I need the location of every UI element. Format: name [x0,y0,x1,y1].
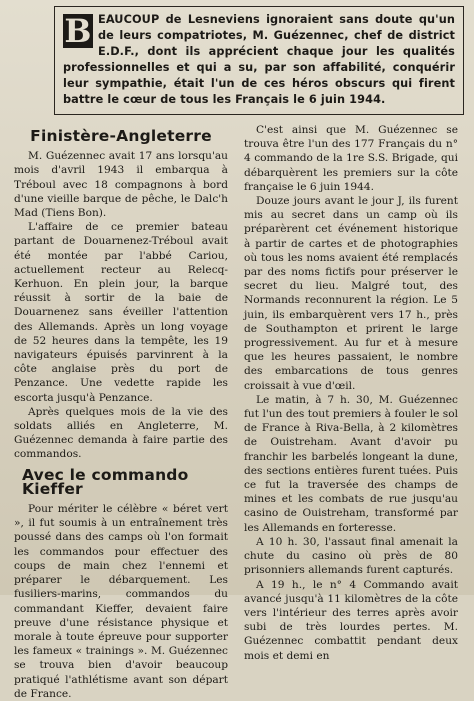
dropcap-letter: B [64,12,92,50]
paragraph: A 19 h., le n° 4 Commando avait avancé jusqu'à 11 kilomètres de la côte vers l'intérieur des terres après avoir subi de très lourdes pertes. M. Guézennec combattit pendant deux mois et demi en [244,578,458,662]
paragraph: L'affaire de ce premier bateau partant de Douarnenez-Tréboul avait été montée par l'abbé Cariou, actuellement recteur au Relecq-Kerhuon. En plein jour, la barque réussit à sortir de la baie de Douarnenez sans éveiller l'attention des Allemands. Après un long voyage de 52 heures dans la tempête, les 19 navigateurs épuisés parvinrent à la côte anglaise près du port de Penzance. Une vedette rapide les escorta jusqu'à Penzance. [14,221,228,404]
paragraph: A 10 h. 30, l'assaut final amenait la chute du casino où près de 80 prisonniers allemands furent capturés. [244,535,458,577]
article-columns [14,123,466,701]
left-column [14,123,228,701]
right-column [244,123,458,701]
heading-commando-kieffer: Avec le commando Kieffer [22,465,189,498]
paragraph: Pour mériter le célèbre « béret vert », il fut soumis à un entraînement très poussé dans des camps où l'on formait les commandos pour effectuer des coups de main chez l'ennemi et préparer le débarquement. Les fusiliers-marins, commandos du commandant Kieffer, devaient faire preuve d'une résistance physique et morale à toute épreuve pour supporter les fameux « trainings ». M. Guézennec se trouva bien d'avoir beaucoup pratiqué l'athlétisme avant son départ de France. [14,503,228,700]
paragraph: Après quelques mois de la vie des soldats alliés en Angleterre, M. Guézennec demanda à faire partie des commandos. [14,405,228,461]
heading-finistere-angleterre: Finistère-Angleterre [30,127,212,145]
paragraph: C'est ainsi que M. Guézennec se trouva être l'un des 177 Français du n° 4 commando de la 1re S.S. Brigade, qui débarquèrent les premiers sur la côte française le 6 juin 1944. [244,124,458,193]
paragraph: M. Guézennec avait 17 ans lorsqu'au mois d'avril 1943 il embarqua à Tréboul avec 18 compagnons à bord d'une vieille barque de pêche, le Dalc'h Mad (Tiens Bon). [14,150,228,220]
paragraph: Douze jours avant le jour J, ils furent mis au secret dans un camp où ils préparèrent cet événement historique à partir de cartes et de photographies où tous les noms avaient été remplacés par des noms fictifs pour préserver le secret du lieu. Malgré tout, des Normands reconnurent la région. Le 5 juin, ils embarquèrent vers 17 h., près de Southampton et prirent le large progressivement. Au fur et à mesure que les heures passaient, le nombre des embarcations de tous genres croissait à vue d'œil. [244,195,458,392]
intro-text: EAUCOUP de Lesneviens ignoraient sans doute qu'un de leurs compatriotes, M. Guézennec, chef de district E.D.F., dont ils apprécient chaque jour les qualités professionnelles et qui a su, par son affabilité, conquérir leur sympathie, était l'un de ces héros obscurs qui firent battre le cœur de tous les Français le 6 juin 1944. [63,13,455,106]
paragraph: Le matin, à 7 h. 30, M. Guézennec fut l'un des tout premiers à fouler le sol de France à Riva-Bella, à 2 kilomètres de Ouistreham. Avant d'avoir pu franchir les barbelés longeant la dune, des sections entières furent tuées. Puis ce fut la traversée des champs de mines et les combats de rue jusqu'au casino de Ouistreham, transformé par les Allemands en forteresse. [244,393,458,534]
intro-box [54,6,464,115]
